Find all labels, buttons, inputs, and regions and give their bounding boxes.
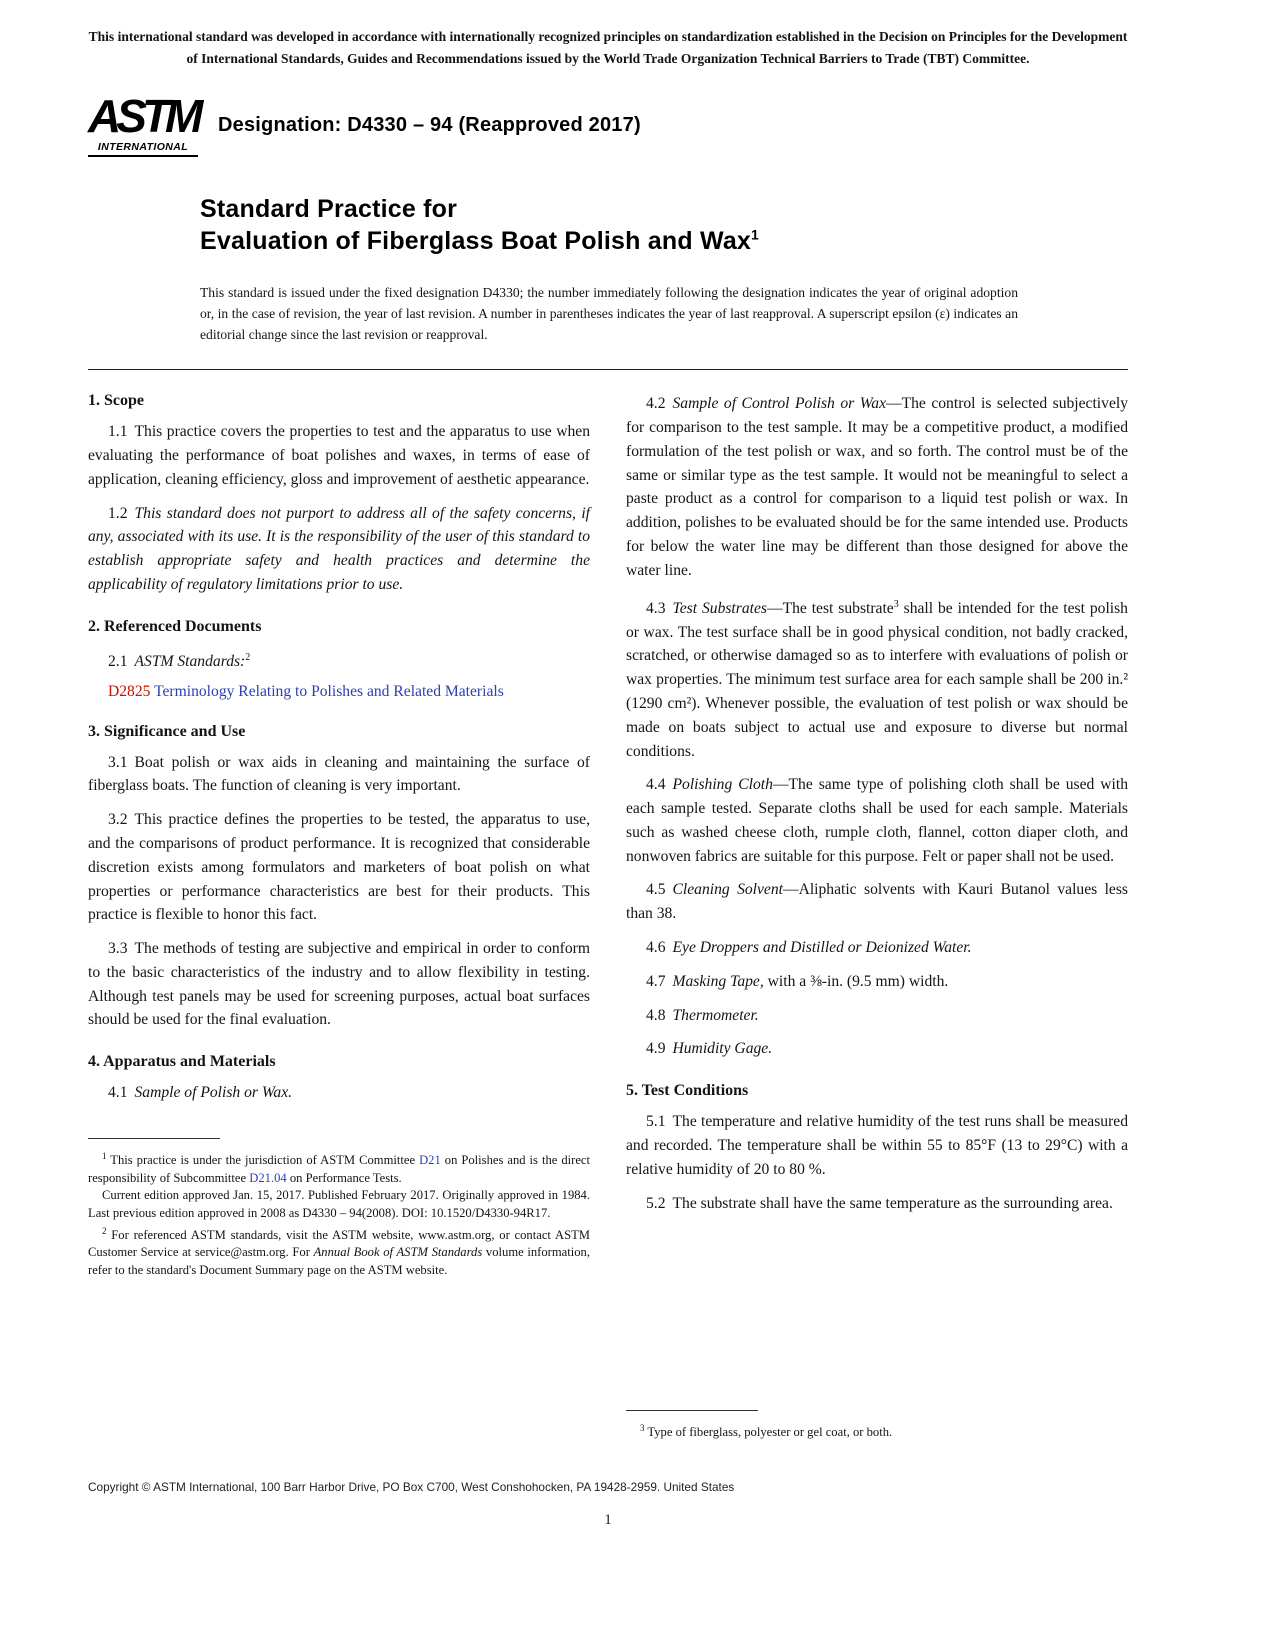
paragraph-1-1 [88, 420, 590, 491]
footnote-marker: 3 [640, 1423, 645, 1434]
astm-logo-text: ASTM [88, 90, 199, 143]
footnote-text: on Polishes and is the direct responsibility of Subcommittee [88, 1153, 590, 1185]
paragraph-1-2 [88, 502, 590, 597]
d2825-standard-link[interactable]: D2825 [108, 682, 151, 700]
paragraph-text: The methods of testing are subjective and empirical in order to conform to the basic characteristics of the industry and to allow flexibility in testing. Although test panels may be used for screening purposes, actual boat surfaces should be used for the final evaluation. [88, 940, 590, 1029]
paragraph-4-8 [626, 1004, 1128, 1028]
paragraph-text: The temperature and relative humidity of the test runs shall be measured and recorded. The temperature shall be within 55 to 85°F (13 to 29°C) with a relative humidity of 20 to 80 %. [626, 1113, 1128, 1178]
paragraph-3-2 [88, 808, 590, 927]
page-number: 1 [604, 1512, 612, 1529]
paragraph-2-1 [88, 646, 590, 674]
astm-logo [88, 90, 199, 157]
left-footnotes [88, 1138, 590, 1280]
paragraph-text: —The test substrate [766, 599, 894, 617]
paragraph-lead-italic: Test Substrates [672, 599, 767, 617]
paragraph-number: 4.4 [646, 776, 666, 794]
footnote-marker: 1 [102, 1151, 107, 1162]
paragraph-text: The substrate shall have the same temperature as the surrounding area. [672, 1194, 1113, 1212]
title-line-2-text: Evaluation of Fiberglass Boat Polish and Wax [200, 227, 752, 256]
paragraph-number: 4.9 [646, 1040, 666, 1058]
two-column-body [88, 392, 1128, 1444]
paragraph-number: 4.6 [646, 939, 666, 957]
paragraph-text: This practice covers the properties to test and the apparatus to use when evaluating the performance of boat polishes and waxes, in terms of ease of application, cleaning efficiency, gloss and improvement of aesthetic appearance. [88, 423, 590, 488]
astm-logo-subtext: INTERNATIONAL [88, 141, 198, 157]
paragraph-lead-italic: Polishing Cloth [672, 776, 773, 794]
section-heading-significance: 3. Significance and Use [88, 722, 246, 740]
paragraph-text-italic: Thermometer. [672, 1006, 759, 1024]
header-divider [88, 369, 1128, 370]
footnote-ref-3: 3 [893, 598, 899, 610]
paragraph-text: Boat polish or wax aids in cleaning and maintaining the surface of fiberglass boats. The function of cleaning is very important. [88, 753, 590, 795]
paragraph-text: —Aliphatic solvents with Kauri Butanol values less than 38. [626, 881, 1128, 923]
footnote-text: on Performance Tests. [286, 1170, 402, 1185]
footnote-divider [88, 1138, 220, 1139]
paragraph-lead-italic: Cleaning Solvent [672, 881, 783, 899]
paragraph-number: 5.2 [646, 1194, 666, 1212]
paragraph-4-4 [626, 773, 1128, 868]
paragraph-text-italic: This standard does not purport to address all of the safety concerns, if any, associated with its use. It is the responsibility of the user of this standard to establish appropriate safety and health practices and determine the applicability of regulatory limitations prior to use. [88, 504, 590, 593]
d21-04-subcommittee-link[interactable]: D21.04 [249, 1170, 287, 1185]
paragraph-number: 4.2 [646, 395, 666, 413]
paragraph-4-6 [626, 936, 1128, 960]
paragraph-number: 4.5 [646, 881, 666, 899]
paragraph-number: 4.1 [108, 1084, 128, 1102]
paragraph-3-3 [88, 937, 590, 1032]
paragraph-text: —The same type of polishing cloth shall be used with each sample tested. Separate cloths shall be used for each sample. Materials such as washed cheese cloth, rumple cloth, flannel, cotton diaper cloth, and nonwoven fabrics are suitable for this purpose. Felt or paper shall not be used. [626, 776, 1128, 865]
footnote-1-continuation: Current edition approved Jan. 15, 2017. Published February 2017. Originally approved in 1984. Last previous edition approved in 2008 as D4330 – 94(2008). DOI: 10.1520/D4330-94R17. [88, 1188, 590, 1221]
paragraph-text-italic: Humidity Gage. [672, 1040, 773, 1058]
document-title [200, 193, 1128, 257]
paragraph-number: 4.7 [646, 972, 666, 990]
title-footnote-ref: 1 [751, 226, 760, 243]
paragraph-4-3 [626, 593, 1128, 764]
paragraph-4-2 [626, 392, 1128, 582]
paragraph-5-2 [626, 1192, 1128, 1216]
paragraph-4-9 [626, 1037, 1128, 1061]
title-line-1: Standard Practice for [200, 195, 458, 224]
paragraph-number: 1.2 [108, 504, 128, 522]
title-line-2 [200, 225, 1128, 257]
footnote-2 [88, 1223, 590, 1280]
tbt-disclaimer: This international standard was developed in accordance with internationally recognized principles on standardization established in the Decision on Principles for the Development of International Standards, Guides and Recommendations issued by the World Trade Organization Technical Barriers to Trade (TBT) Committee. [88, 29, 1128, 66]
header-row [88, 90, 1128, 157]
paragraph-text: shall be intended for the test polish or wax. The test surface shall be in good physical condition, not badly cracked, scratched, or otherwise damaged so as to interfere with evaluations of polish or wax properties. The minimum test surface area for each sample shall be 200 in.² (1290 cm²). Whenever possible, the evaluation of test polish or wax should be made on boats subject to actual use and exposure to diverse but normal conditions. [626, 599, 1128, 760]
paragraph-text: This practice defines the properties to be tested, the apparatus to use, and the comparisons of product performance. It is recognized that considerable discretion exists among formulators and marketers of boat polish on what properties or performance characteristics are best for their products. This practice is flexible to honor this fact. [88, 811, 590, 924]
paragraph-number: 3.1 [108, 753, 128, 771]
paragraph-number: 3.3 [108, 940, 128, 958]
section-heading-referenced-documents: 2. Referenced Documents [88, 617, 262, 635]
footnote-3 [626, 1420, 1128, 1442]
paragraph-lead-italic: Sample of Control Polish or Wax [672, 395, 886, 413]
paragraph-5-1 [626, 1110, 1128, 1181]
paragraph-number: 5.1 [646, 1113, 666, 1131]
paragraph-number: 4.3 [646, 599, 666, 617]
paragraph-text-italic: Eye Droppers and Distilled or Deionized Water. [672, 939, 972, 957]
footnote-text: This practice is under the jurisdiction of ASTM Committee [106, 1153, 420, 1168]
left-column [88, 392, 590, 1444]
paragraph-3-1 [88, 751, 590, 799]
paragraph-text-italic: ASTM Standards: [134, 652, 246, 670]
paragraph-text-italic: Sample of Polish or Wax. [134, 1084, 293, 1102]
paragraph-number: 2.1 [108, 652, 128, 670]
paragraph-number: 3.2 [108, 811, 128, 829]
issuance-note: This standard is issued under the fixed designation D4330; the number immediately following the designation indicates the year of original adoption or, in the case of revision, the year of last revision. A number in parentheses indicates the year of last reapproval. A superscript epsilon (ε) indicates an editorial change since the last revision or reapproval. [200, 285, 1018, 342]
title-block [200, 193, 1128, 345]
paragraph-4-7 [626, 970, 1128, 994]
reference-d2825 [88, 680, 590, 704]
section-heading-test-conditions: 5. Test Conditions [626, 1082, 749, 1100]
paragraph-4-1 [88, 1081, 590, 1105]
footnote-text: volume information, refer to the standard's Document Summary page on the ASTM website. [88, 1245, 590, 1278]
d2825-title-link[interactable]: Terminology Relating to Polishes and Related Materials [154, 682, 504, 700]
section-heading-scope: 1. Scope [88, 392, 144, 410]
paragraph-text: with a ⅜-in. (9.5 mm) width. [763, 972, 949, 990]
footnote-text: For referenced ASTM standards, visit the ASTM website, www.astm.org, or contact ASTM Customer Service at service@astm.org. For [88, 1227, 590, 1260]
designation-label: Designation: D4330 – 94 (Reapproved 2017) [218, 113, 641, 136]
copyright-line: Copyright © ASTM International, 100 Barr Harbor Drive, PO Box C700, West Conshohocken, PA 19428-2959. United States [88, 1480, 735, 1495]
footnote-ref-2: 2 [245, 651, 251, 663]
footnote-marker: 2 [102, 1225, 107, 1236]
d21-committee-link[interactable]: D21 [419, 1153, 441, 1168]
footnote-text-italic: Annual Book of ASTM Standards [313, 1245, 483, 1260]
paragraph-4-5 [626, 878, 1128, 926]
paragraph-number: 4.8 [646, 1006, 666, 1024]
section-heading-apparatus: 4. Apparatus and Materials [88, 1053, 276, 1071]
footnote-divider [626, 1410, 758, 1411]
paragraph-number: 1.1 [108, 423, 128, 441]
right-footnotes [626, 1410, 1128, 1444]
paragraph-lead-italic: Masking Tape, [672, 972, 764, 990]
right-column [626, 392, 1128, 1444]
footnote-text: Type of fiberglass, polyester or gel coat, or both. [644, 1425, 893, 1440]
paragraph-text: —The control is selected subjectively for comparison to the test sample. It may be a competitive product, a modified formulation of the test polish or wax, and so forth. The control must be of the same or similar type as the test sample. It would not be meaningful to select a paste product as a control for comparison to a liquid test polish or wax. In addition, polishes to be evaluated should be for the same intended use. Products for below the water line may be different than those designed for above the water line. [626, 395, 1128, 579]
footnote-1 [88, 1148, 590, 1187]
